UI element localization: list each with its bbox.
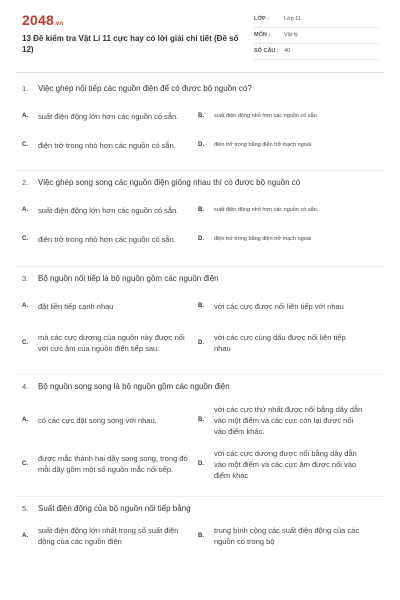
header-divider (16, 72, 384, 73)
question-2 (0, 171, 400, 254)
option-letter: B. (198, 113, 204, 119)
option-letter: A. (22, 113, 28, 119)
option-b[interactable] (198, 520, 374, 552)
question-text: Bộ nguồn nối tiếp là bộ nguồn gồm các nguồn điện (38, 274, 219, 283)
option-a[interactable] (22, 398, 198, 442)
option-a[interactable] (22, 520, 198, 552)
option-b[interactable] (198, 290, 374, 322)
option-a[interactable] (22, 290, 198, 322)
option-letter: C. (22, 142, 28, 148)
option-letter: A. (22, 207, 28, 213)
meta-value: 40 (284, 48, 291, 54)
option-grid (22, 102, 400, 160)
question-4 (0, 375, 400, 486)
meta-label: SỐ CÂU : (254, 48, 279, 54)
option-letter: A. (22, 417, 28, 423)
logo-text: 2048 (22, 12, 54, 28)
option-c[interactable] (22, 322, 198, 364)
option-letter: C. (22, 340, 28, 346)
exam-title: 13 Đề kiểm tra Vật Lí 11 cực hay có lời giải chi tiết (Đề số 12) (22, 34, 239, 54)
option-a[interactable] (22, 196, 198, 224)
page-header (0, 0, 400, 70)
option-letter: A. (22, 533, 28, 539)
question-number: 3. (22, 274, 29, 283)
option-b[interactable] (198, 398, 374, 442)
option-text: với các cực được nối liên tiếp với nhau (214, 301, 344, 311)
question-3 (0, 267, 400, 364)
question-text: Suất điện động của bộ nguồn nối tiếp bằng (38, 504, 191, 513)
option-letter: C. (22, 461, 28, 467)
question-number: 1. (22, 84, 29, 93)
question-stem (22, 273, 400, 284)
option-text: điện trở trong nhỏ hơn các nguồn có sẵn. (38, 234, 176, 244)
exam-meta (254, 14, 379, 62)
option-grid (22, 196, 400, 254)
option-letter: B. (198, 533, 204, 539)
option-letter: D. (198, 340, 204, 346)
question-stem (22, 83, 400, 94)
meta-row-class (254, 14, 379, 28)
option-grid (22, 290, 400, 364)
option-c[interactable] (22, 224, 198, 254)
question-1 (0, 74, 400, 160)
option-text: đặt liền tiếp cạnh nhau (38, 301, 114, 311)
option-text: điện trở trong nhỏ hơn các nguồn có sẵn. (38, 140, 176, 150)
option-a[interactable] (22, 102, 198, 130)
option-letter: B. (198, 303, 204, 309)
site-logo[interactable] (22, 12, 63, 28)
question-list (0, 74, 400, 552)
option-text: trung bình cộng các suất điện động của các nguồn có trong bộ (214, 526, 360, 546)
option-text: suất điện động lớn hơn các nguồn có sẵn. (38, 205, 179, 215)
option-text: với các cực dương được nối bằng dây dẫn vào một điểm và các cực âm được nối vào điểm khác (214, 448, 357, 480)
option-letter: B. (198, 417, 204, 423)
question-stem (22, 177, 400, 188)
meta-row-count (254, 46, 379, 60)
option-c[interactable] (22, 130, 198, 160)
option-text: suất điện động lớn hơn các nguồn có sẵn. (38, 111, 179, 121)
meta-label: LỚP : (254, 16, 269, 22)
option-text: với các cực cùng dấu được nối liên tiếp nhau (214, 333, 346, 353)
question-number: 5. (22, 504, 29, 513)
question-number: 4. (22, 382, 29, 391)
question-5 (0, 497, 400, 552)
option-d[interactable] (198, 442, 374, 486)
option-text: điện trở trong bằng điện trở mạch ngoài (214, 235, 312, 242)
option-text: với các cực thứ nhất được nối bằng dây dẫn vào một điểm và các cực còn lại được nối vào điểm khác. (214, 404, 363, 436)
option-b[interactable] (198, 102, 374, 130)
option-letter: B. (198, 207, 204, 213)
meta-row-subject (254, 30, 379, 44)
option-grid (22, 398, 400, 486)
option-b[interactable] (198, 196, 374, 224)
option-grid (22, 520, 400, 552)
option-letter: C. (22, 236, 28, 242)
option-text: suất điện động nhỏ hơn các nguồn có sẵn. (214, 112, 319, 119)
option-text: được mắc thành hai dãy song song, trong đó mỗi dãy gồm một số nguồn mắc nối tiếp. (38, 454, 188, 474)
option-letter: D. (198, 236, 204, 242)
option-d[interactable] (198, 224, 374, 254)
meta-label: MÔN : (254, 32, 271, 38)
option-c[interactable] (22, 442, 198, 486)
option-letter: D. (198, 142, 204, 148)
option-letter: A. (22, 303, 28, 309)
question-stem (22, 381, 400, 392)
meta-value: Vật lý (284, 32, 298, 38)
logo-suffix: .vn (53, 21, 64, 27)
option-text: có các cực đặt song song với nhau. (38, 415, 157, 425)
option-text: suất điện động lớn nhất trong số suất điện động của các nguồn điện (38, 526, 179, 546)
meta-value: Lớp 11 (284, 16, 301, 22)
option-text: điện trở trong bằng điện trở mạch ngoài (214, 141, 312, 148)
question-text: Bộ nguồn song song là bộ nguồn gồm các nguồn điện (38, 382, 230, 391)
option-letter: D. (198, 461, 204, 467)
option-text: mà các cực dương của nguồn này được nối với cực âm của nguồn điện tiếp sau. (38, 333, 185, 353)
option-text: suất điện động nhỏ hơn các nguồn có sẵn. (214, 206, 319, 213)
question-text: Việc ghép nối tiếp các nguồn điện để có được bộ nguồn có? (38, 84, 252, 93)
question-text: Việc ghép song song các nguồn điện giống nhau thì có được bộ nguồn có (38, 178, 301, 187)
question-number: 2. (22, 178, 29, 187)
question-stem (22, 503, 400, 514)
option-d[interactable] (198, 322, 374, 364)
option-d[interactable] (198, 130, 374, 160)
